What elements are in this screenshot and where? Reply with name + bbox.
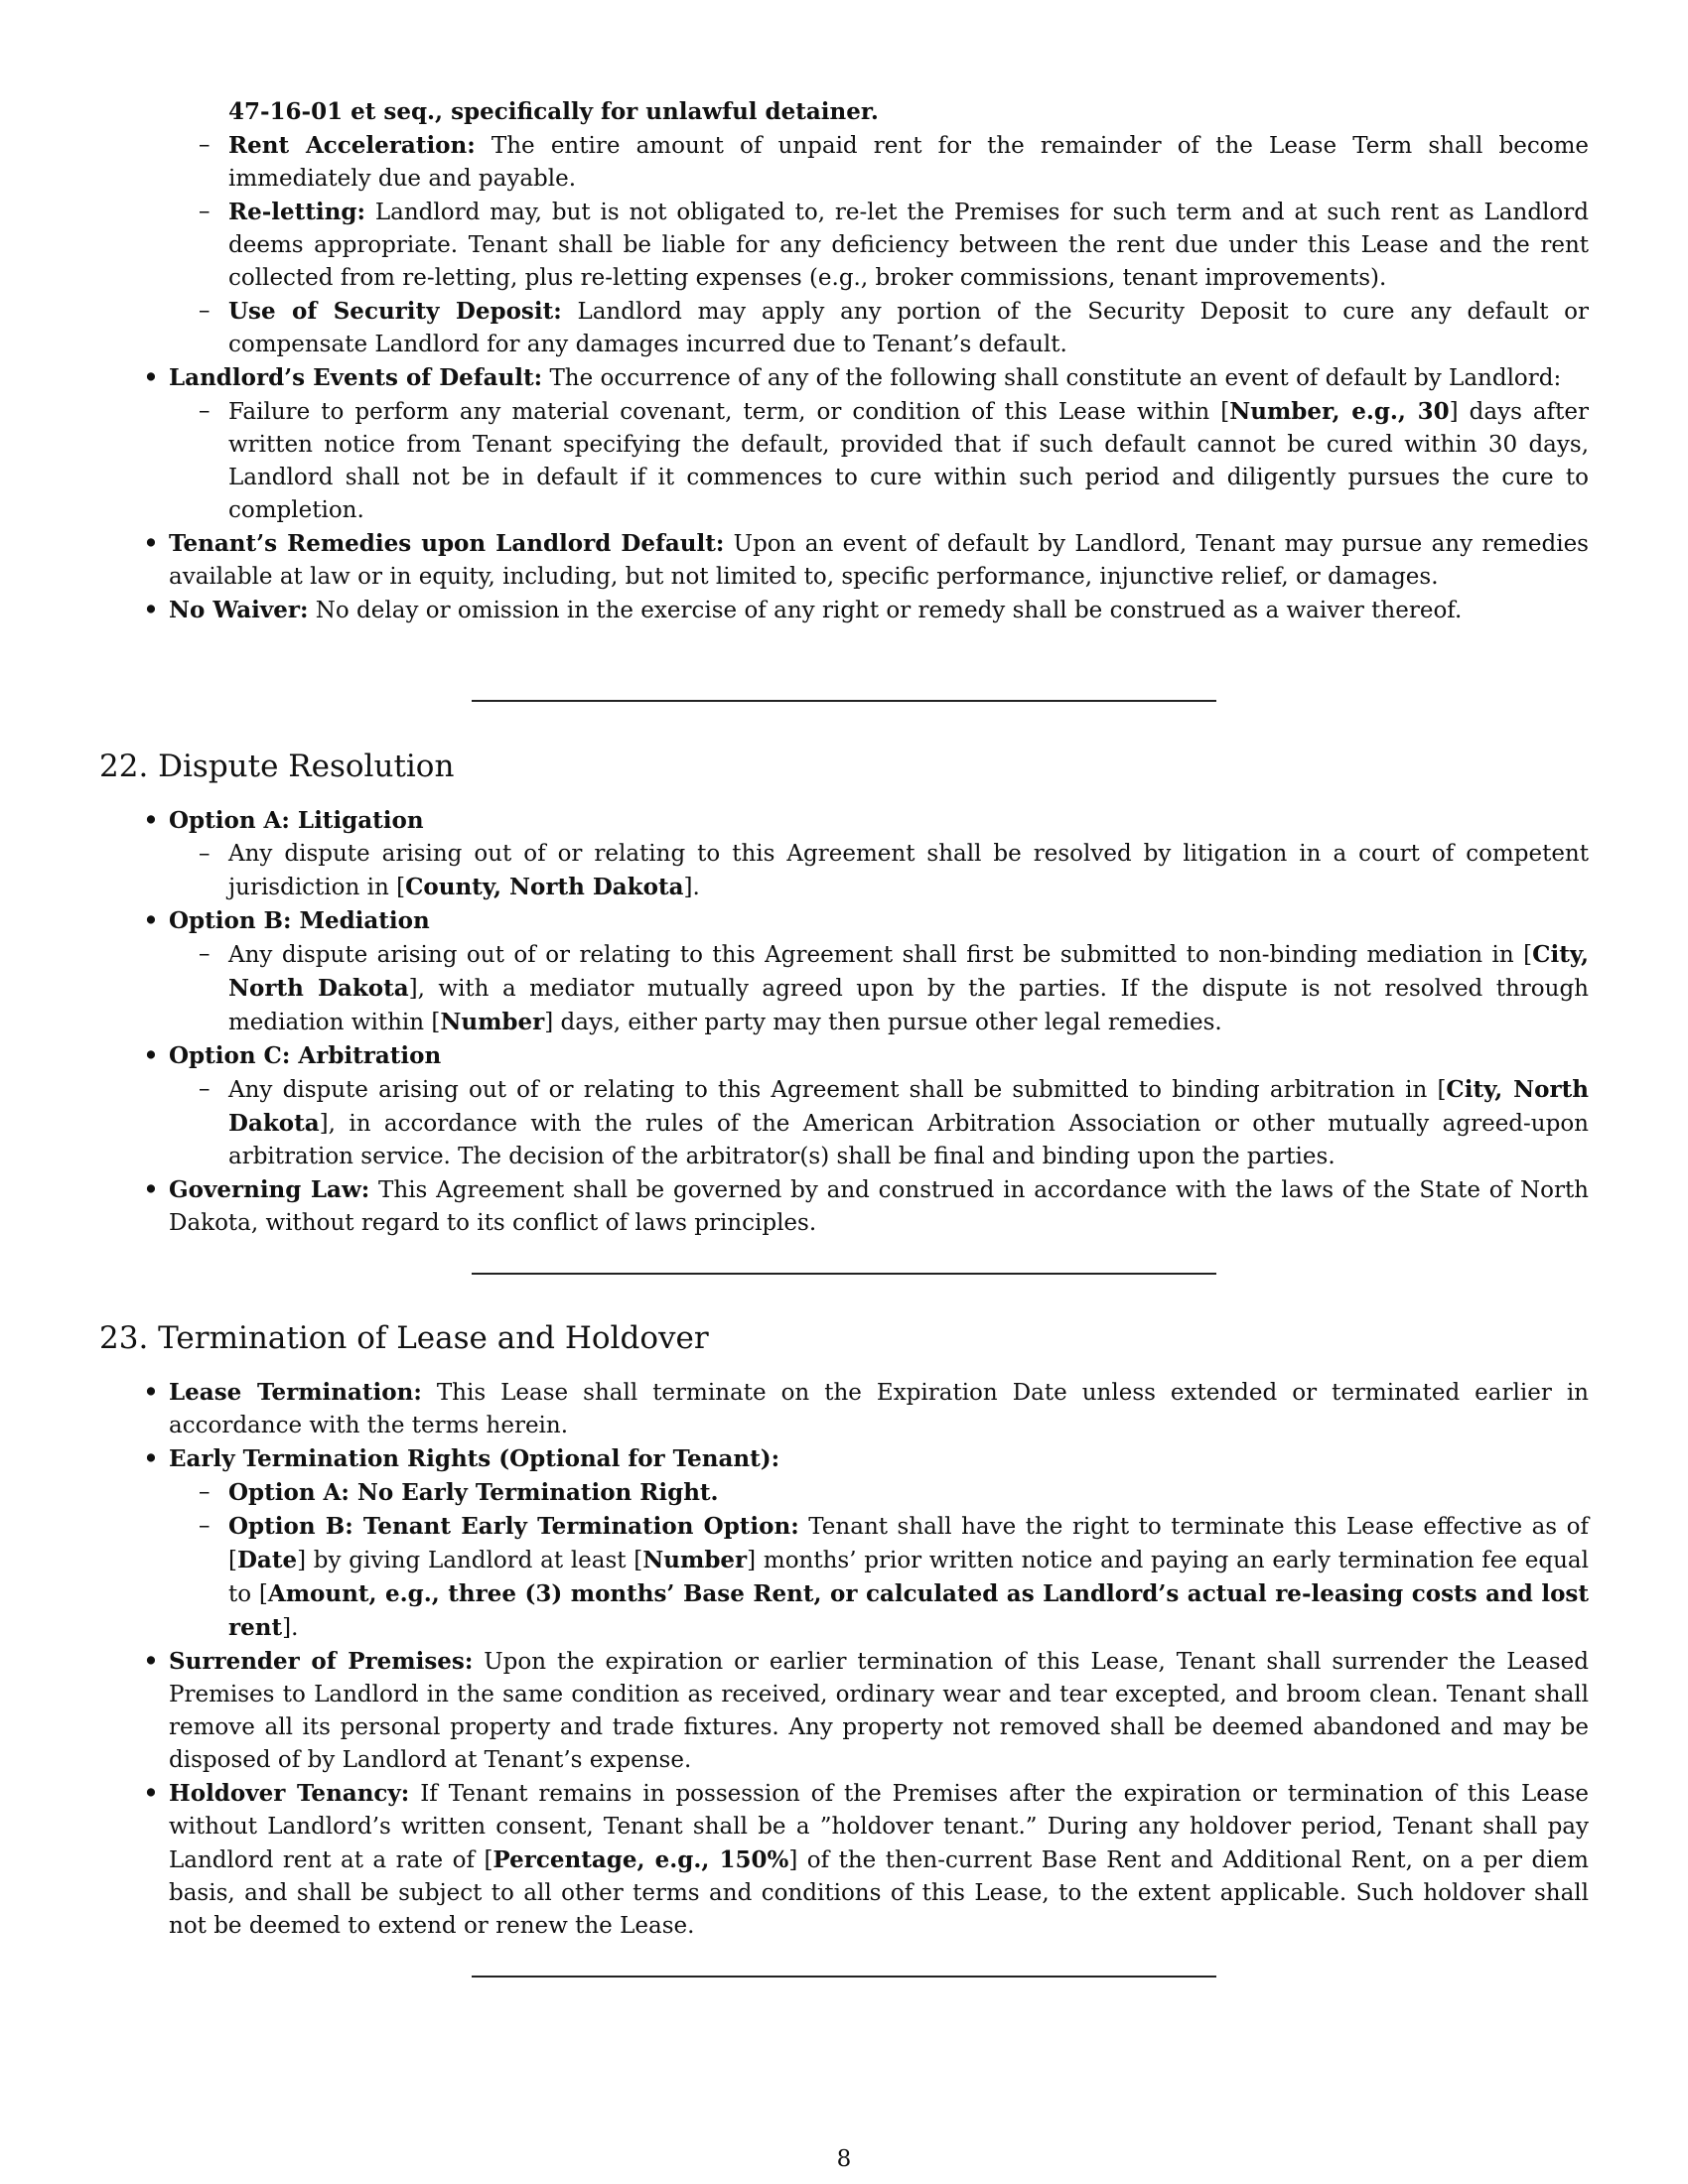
list-item-tenant-remedies: • Tenant’s Remedies upon Landlord Default: Upon an event of default by Landlord, Tenant may pursue any remedies available at law or in equity, including, but not limited to, specific performance, injunctive relief, or damages. — [143, 530, 1589, 590]
list-item-security-deposit: – Use of Security Deposit: Landlord may apply any portion of the Security Deposit to cure any default or compensate Landlord for any damages incurred due to Tenant’s default. — [199, 298, 1589, 357]
list-item-option-a-litigation: • Option A: Litigation — [143, 807, 424, 834]
section-23-body — [99, 1376, 1589, 1943]
list-item-option-b-mediation: • Option B: Mediation — [143, 907, 430, 934]
list-item-governing-law: • Governing Law: This Agreement shall be governed by and construed in accordance with the laws of the State of North Dakota, without regard to its conflict of laws principles. — [143, 1176, 1589, 1236]
section-divider — [472, 1976, 1216, 1978]
list-item-rent-acceleration: – Rent Acceleration: The entire amount of unpaid rent for the remainder of the Lease Term shall become immediately due and payable. — [199, 132, 1590, 192]
list-item-option-c-text: – Any dispute arising out of or relating to this Agreement shall be submitted to binding arbitration in [City, North Dakota], in accordance with the rules of the American Arbitration Association or other mutually agreed-upon arbitration service. The decision of the arbitrator(s) shall be final and binding upon the parties. — [199, 1076, 1589, 1169]
section-23-heading: 23. Termination of Lease and Holdover — [99, 1320, 709, 1356]
list-item-option-c-arbitration: • Option C: Arbitration — [143, 1042, 442, 1069]
list-item-reletting: – Re-letting: Landlord may, but is not obligated to, re-let the Premises for such term and at such rent as Landlord deems appropriate. Tenant shall be liable for any deficiency between the rent due under this Lease and the rent collected from re-letting, plus re-letting expenses (e.g., broker commissions, tenant improvements). — [199, 199, 1589, 291]
section-22-body — [99, 804, 1589, 1240]
list-item-option-b-text: – Any dispute arising out of or relating to this Agreement shall first be submitted to non-binding mediation in [City, North Dakota], with a mediator mutually agreed upon by the parties. If the dispute is not resolved through mediation within [Number] days, either party may then pursue other legal remedies. — [199, 941, 1589, 1035]
section-divider — [472, 1273, 1216, 1275]
list-item-lease-termination: • Lease Termination: This Lease shall terminate on the Expiration Date unless extended or terminated earlier in accordance with the terms herein. — [143, 1379, 1589, 1438]
list-item-landlord-default-failure: – Failure to perform any material covenant, term, or condition of this Lease within [Number, e.g., 30] days after written notice from Tenant specifying the default, provided that if such default cannot be cured within 30 days, Landlord shall not be in default if it commences to cure within such period and diligently pursues the cure to completion. — [199, 398, 1589, 523]
list-item-early-option-b: – Option B: Tenant Early Termination Option: Tenant shall have the right to terminate this Lease effective as of [Date] by giving Landlord at least [Number] months’ prior written notice and paying an early termination fee equal to [Amount, e.g., three (3) months’ Base Rent, or calculated as Landlord’s actual re-leasing costs and lost rent]. — [199, 1513, 1590, 1641]
list-item-no-waiver: • No Waiver: No delay or omission in the exercise of any right or remedy shall be construed as a waiver thereof. — [143, 597, 1463, 623]
list-item-early-termination: • Early Termination Rights (Optional for Tenant): — [143, 1445, 780, 1472]
page-number: 8 — [836, 2146, 852, 2172]
section-divider — [472, 700, 1216, 702]
list-item-surrender: • Surrender of Premises: Upon the expiration or earlier termination of this Lease, Tenant shall surrender the Leased Premises to Landlord in the same condition as received, ordinary wear and tear excepted, and broom clean. Tenant shall remove all its personal property and trade fixtures. Any property not removed shall be deemed abandoned and may be disposed of by Landlord at Tenant’s expense. — [143, 1648, 1589, 1773]
list-item-option-a-text: – Any dispute arising out of or relating to this Agreement shall be resolved by litigation in a court of competent jurisdiction in [County, North Dakota]. — [199, 841, 1589, 900]
section-22-heading: 22. Dispute Resolution — [99, 749, 455, 784]
list-item-landlord-default: • Landlord’s Events of Default: The occurrence of any of the following shall constitute an event of default by Landlord: — [143, 364, 1562, 391]
list-item-early-option-a: – Option A: No Early Termination Right. — [199, 1479, 719, 1506]
list-item-holdover: • Holdover Tenancy: If Tenant remains in possession of the Premises after the expiration or termination of this Lease without Landlord’s written consent, Tenant shall be a ”holdover tenant.” During any holdover period, Tenant shall pay Landlord rent at a rate of [Percentage, e.g., 150%] of the then-current Base Rent and Additional Rent, on a per diem basis, and shall be subject to all other terms and conditions of this Lease, to the extent applicable. Such holdover shall not be deemed to extend or renew the Lease. — [143, 1780, 1590, 1939]
section-21-continuation — [99, 95, 1589, 627]
statute-continuation: 47-16-01 et seq., specifically for unlawful detainer. — [228, 98, 879, 125]
